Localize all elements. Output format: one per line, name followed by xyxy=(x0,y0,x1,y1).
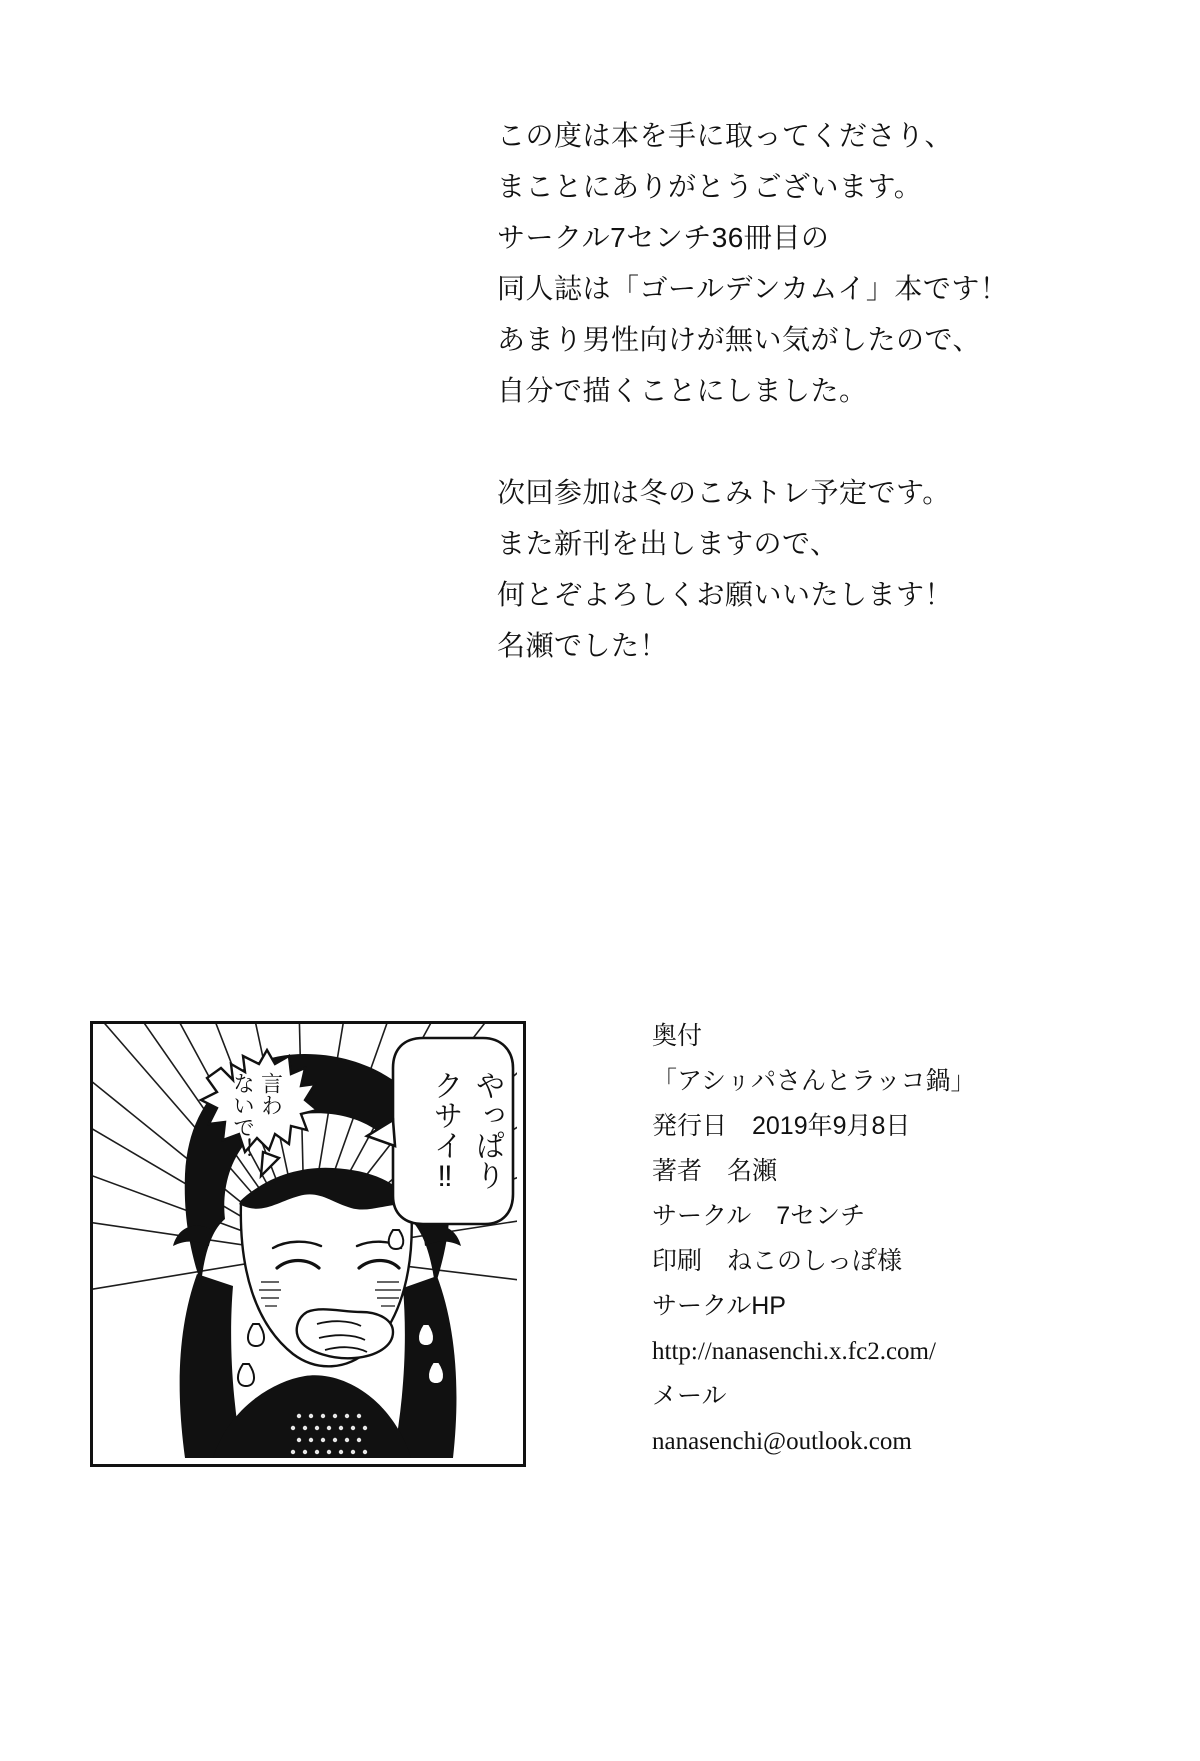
colophon-date: 発行日 2019年9月8日 xyxy=(652,1112,911,1140)
bubble-left-text-line2: ないで！ xyxy=(230,1072,256,1160)
afterword-line: まことにありがとうございます。 xyxy=(497,171,923,202)
colophon-printer: 印刷 ねこのしっぽ様 xyxy=(652,1247,903,1275)
afterword-line: また新刊を出しますので、 xyxy=(497,528,839,559)
colophon-title: 「アシㇼパさんとラッコ鍋」 xyxy=(652,1067,976,1095)
colophon-mail-label: メール xyxy=(652,1382,727,1410)
afterword-line: サークル7センチ36冊目の xyxy=(497,222,830,253)
bubble-left-text-line1: 言わ xyxy=(258,1072,284,1116)
afterword-line: この度は本を手に取ってくださり、 xyxy=(497,120,954,151)
colophon-heading: 奥付 xyxy=(652,1022,703,1050)
paragraph-spacer xyxy=(497,416,1157,467)
afterword-line: 何とぞよろしくお願いいたします！ xyxy=(497,579,954,610)
afterword-line: 自分で描くことにしました。 xyxy=(497,375,868,406)
colophon-hp-url[interactable]: http://nanasenchi.x.fc2.com/ xyxy=(652,1338,936,1365)
bubble-right-text-line2: クサイ‼ xyxy=(428,1070,462,1193)
colophon-hp-label: サークルHP xyxy=(652,1292,786,1320)
afterword-line: 名瀬でした！ xyxy=(497,630,669,661)
manga-panel xyxy=(90,1021,526,1467)
colophon-block xyxy=(652,1014,1172,1464)
colophon-circle: サークル 7センチ xyxy=(652,1202,866,1230)
bubble-right-text-line1: やっぱり xyxy=(470,1070,504,1190)
afterword-line: 次回参加は冬のこみトレ予定です。 xyxy=(497,477,951,508)
colophon-mail-address[interactable]: nanasenchi@outlook.com xyxy=(652,1428,912,1455)
afterword-text-block xyxy=(497,110,1157,671)
afterword-line: 同人誌は「ゴールデンカムイ」本です！ xyxy=(497,273,1009,304)
colophon-author: 著者 名瀬 xyxy=(652,1157,778,1185)
afterword-line: あまり男性向けが無い気がしたので、 xyxy=(497,324,981,355)
